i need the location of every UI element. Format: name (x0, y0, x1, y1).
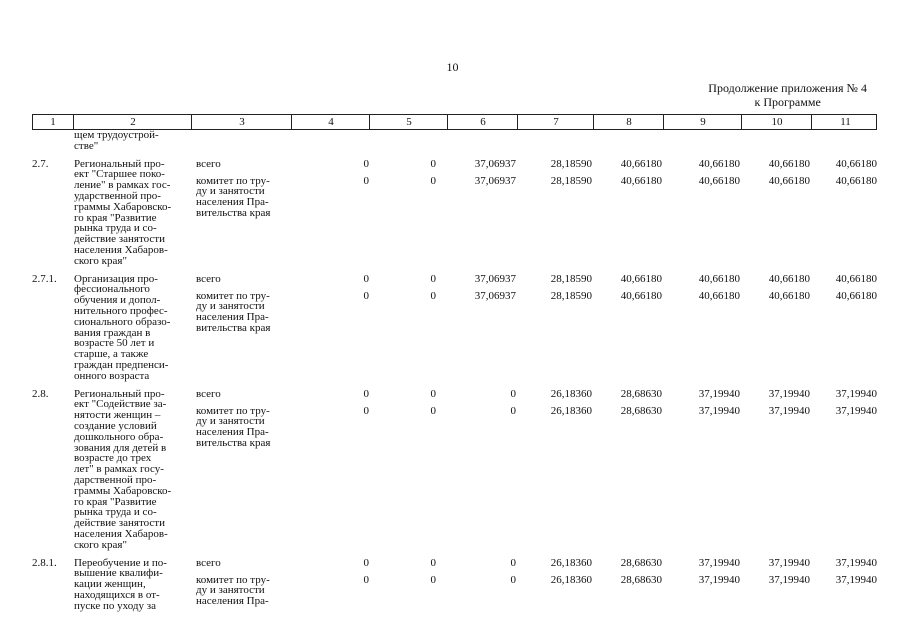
row-number: 2.8. (32, 387, 49, 400)
table-row (32, 130, 877, 152)
value-col-4: 0 (363, 272, 369, 285)
header-cell-3: 3 (191, 115, 292, 129)
executor-label: комитет по тру- ду и занятости населения Пра- вительства края (196, 289, 271, 334)
total-label: всего (196, 387, 221, 400)
table-body (32, 130, 877, 640)
value-col-6: 37,06937 (474, 157, 516, 170)
value-col-6: 0 (510, 556, 516, 569)
total-label: всего (196, 157, 221, 170)
table-header-row (32, 114, 877, 130)
value-col-7: 26,18360 (550, 404, 592, 417)
value-col-6: 0 (510, 404, 516, 417)
value-col-10: 37,19940 (768, 573, 810, 586)
value-col-5: 0 (430, 404, 436, 417)
executor-label: комитет по тру- ду и занятости населения Пра- вительства края (196, 174, 271, 219)
value-col-10: 37,19940 (768, 556, 810, 569)
value-col-6: 0 (510, 387, 516, 400)
value-col-5: 0 (430, 556, 436, 569)
header-cell-5: 5 (369, 115, 448, 129)
header-cell-6: 6 (447, 115, 518, 129)
value-col-10: 40,66180 (768, 272, 810, 285)
value-col-11: 37,19940 (835, 573, 877, 586)
value-col-8: 40,66180 (620, 157, 662, 170)
value-col-8: 40,66180 (620, 289, 662, 302)
table-row (32, 274, 877, 382)
row-name: Переобучение и по- вышение квалифи- кации женщин, находящихся в от- пуске по уходу за (74, 556, 167, 612)
executor-label: комитет по тру- ду и занятости населения Пра- (196, 573, 270, 608)
value-col-11: 40,66180 (835, 157, 877, 170)
value-col-10: 40,66180 (768, 157, 810, 170)
row-name: Организация про- фессионального обучения и допол- нительного профес- сионального образо- вания граждан в возрасте 50 лет и старше, а также граждан предпенси- онного возраста (74, 272, 171, 382)
value-col-8: 40,66180 (620, 272, 662, 285)
row-name: щем трудоустрой- стве" (74, 130, 159, 152)
value-col-11: 40,66180 (835, 272, 877, 285)
value-col-5: 0 (430, 157, 436, 170)
value-col-11: 37,19940 (835, 387, 877, 400)
value-col-9: 37,19940 (698, 387, 740, 400)
value-col-8: 40,66180 (620, 174, 662, 187)
value-col-10: 37,19940 (768, 404, 810, 417)
value-col-7: 28,18590 (550, 289, 592, 302)
header-cell-10: 10 (741, 115, 812, 129)
value-col-4: 0 (363, 556, 369, 569)
row-name: Региональный про- ект "Старшее поко- ление" в рамках гос- ударственной про- граммы Хабаровско- го края "Развитие рынка труда и со- действие занятости населения Хабаров- ского края" (74, 157, 172, 267)
header-cell-4: 4 (291, 115, 370, 129)
value-col-9: 37,19940 (698, 556, 740, 569)
value-col-6: 0 (510, 573, 516, 586)
value-col-7: 26,18360 (550, 573, 592, 586)
table-row (32, 558, 877, 612)
value-col-4: 0 (363, 289, 369, 302)
value-col-8: 28,68630 (620, 404, 662, 417)
value-col-4: 0 (363, 404, 369, 417)
header-cell-8: 8 (593, 115, 664, 129)
header-cell-11: 11 (811, 115, 879, 129)
value-col-9: 40,66180 (698, 174, 740, 187)
value-col-10: 40,66180 (768, 174, 810, 187)
value-col-10: 40,66180 (768, 289, 810, 302)
value-col-7: 26,18360 (550, 387, 592, 400)
row-number: 2.7. (32, 157, 49, 170)
value-col-9: 37,19940 (698, 573, 740, 586)
header-cell-2: 2 (73, 115, 192, 129)
value-col-5: 0 (430, 387, 436, 400)
executor-label: комитет по тру- ду и занятости населения Пра- вительства края (196, 404, 271, 449)
value-col-6: 37,06937 (474, 289, 516, 302)
value-col-9: 37,19940 (698, 404, 740, 417)
value-col-7: 28,18590 (550, 157, 592, 170)
table-row (32, 389, 877, 551)
value-col-8: 28,68630 (620, 556, 662, 569)
header-cell-1: 1 (50, 116, 56, 128)
value-col-7: 28,18590 (550, 174, 592, 187)
row-number: 2.7.1. (32, 272, 57, 285)
value-col-9: 40,66180 (698, 289, 740, 302)
value-col-5: 0 (430, 272, 436, 285)
value-col-4: 0 (363, 387, 369, 400)
value-col-10: 37,19940 (768, 387, 810, 400)
value-col-9: 40,66180 (698, 272, 740, 285)
header-cell-7: 7 (517, 115, 594, 129)
value-col-5: 0 (430, 573, 436, 586)
continuation-line-2: к Программе (754, 95, 821, 109)
value-col-8: 28,68630 (620, 387, 662, 400)
value-col-9: 40,66180 (698, 157, 740, 170)
value-col-4: 0 (363, 157, 369, 170)
value-col-11: 40,66180 (835, 289, 877, 302)
value-col-8: 28,68630 (620, 573, 662, 586)
page-number: 10 (446, 60, 459, 74)
continuation-note (708, 81, 867, 109)
continuation-line-1: Продолжение приложения № 4 (708, 81, 867, 95)
row-name: Региональный про- ект "Содействие за- нятости женщин – создание условий дошкольного обра- зования для детей в возрасте до трех лет" в рамках госу- дарственной про- граммы Хабаровско- го края "Развитие рынка труда и со- действие занятости населения Хабаров- ского края" (74, 387, 172, 551)
value-col-5: 0 (430, 174, 436, 187)
total-label: всего (196, 556, 221, 569)
value-col-6: 37,06937 (474, 272, 516, 285)
value-col-4: 0 (363, 573, 369, 586)
value-col-7: 28,18590 (550, 272, 592, 285)
value-col-7: 26,18360 (550, 556, 592, 569)
total-label: всего (196, 272, 221, 285)
value-col-5: 0 (430, 289, 436, 302)
value-col-6: 37,06937 (474, 174, 516, 187)
value-col-11: 37,19940 (835, 404, 877, 417)
table-row (32, 159, 877, 267)
value-col-11: 40,66180 (835, 174, 877, 187)
row-number: 2.8.1. (32, 556, 57, 569)
value-col-4: 0 (363, 174, 369, 187)
header-cell-9: 9 (663, 115, 742, 129)
value-col-11: 37,19940 (835, 556, 877, 569)
